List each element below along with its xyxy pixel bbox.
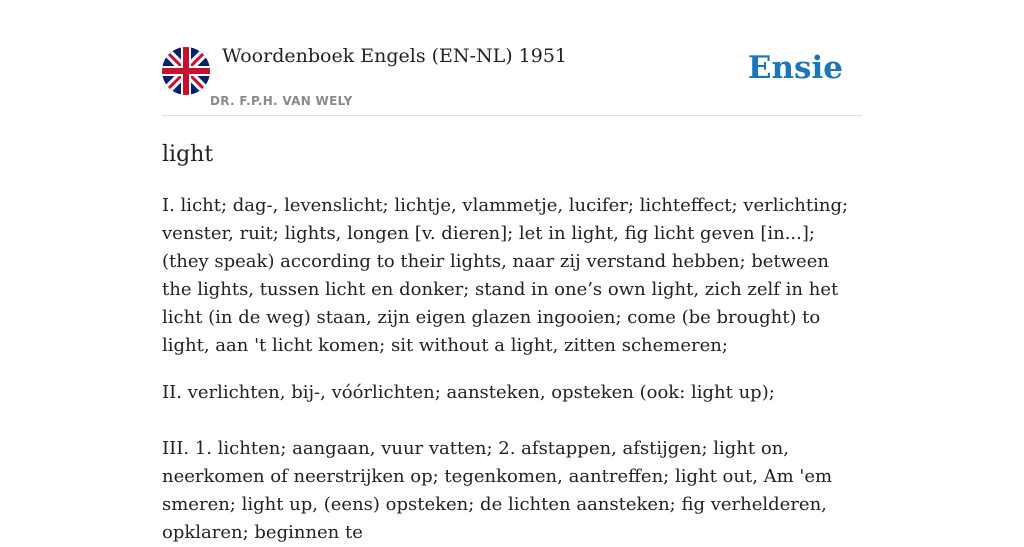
definition-3: III. 1. lichten; aangaan, vuur vatten; 2. afstappen, afstijgen; light on, neerkomen of neerstrijken op; tegenkomen, aantreffen; light out, Am 'em smeren; light up, (eens) opsteken; de lichten aansteken; fig verhelderen, opklaren; beginnen te [162,438,833,543]
uk-flag-icon [162,47,210,95]
entry-headword: light [162,142,214,167]
ensie-logo-link[interactable]: Ensie [747,50,843,86]
content-column [162,0,862,547]
dictionary-header [162,0,862,116]
dictionary-author: DR. F.P.H. VAN WELY [210,94,353,108]
definition-1: I. licht; dag-, levenslicht; lichtje, vlammetje, lucifer; lichteffect; verlichting; venster, ruit; lights, longen [v. dieren]; let in light, fig licht geven [in...]; (they speak) according to their lights, naar zij verstand hebben; between the lights, tussen licht en donker; stand in one’s own light, zich zelf in het licht (in de weg) staan, zijn eigen glazen ingooien; come (be brought) to light, aan 't licht komen; sit without a light, zitten schemeren; [162,195,849,356]
definition-2: II. verlichten, bij-, vóórlichten; aansteken, opsteken (ook: light up); [162,382,775,403]
dictionary-title[interactable]: Woordenboek Engels (EN-NL) 1951 [222,45,567,67]
